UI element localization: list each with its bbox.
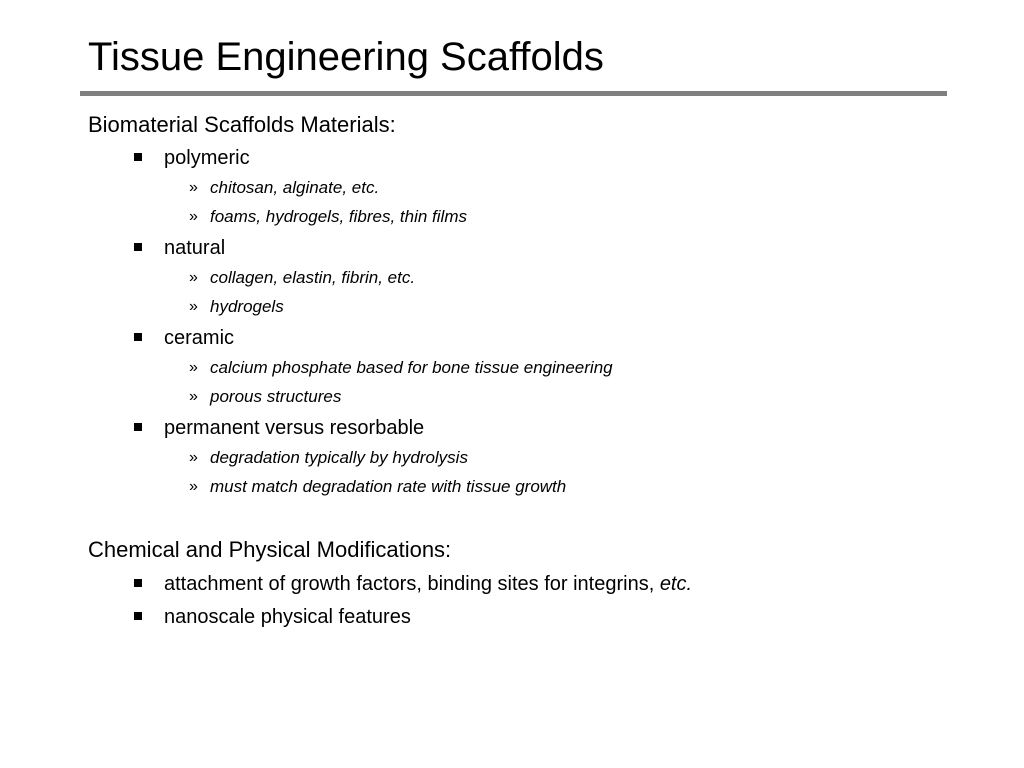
double-chevron-bullet-icon: » <box>189 449 198 466</box>
sub-item-text: calcium phosphate based for bone tissue engineering <box>210 358 613 377</box>
sub-item-text: must match degradation rate with tissue growth <box>210 477 567 496</box>
square-bullet-icon <box>134 153 142 161</box>
bullet-text: nanoscale physical features <box>164 606 411 628</box>
bullet-text-emphasis: etc. <box>659 573 693 595</box>
title-divider <box>80 91 947 96</box>
bullet-text: ceramic <box>164 327 235 349</box>
double-chevron-bullet-icon: » <box>189 388 198 405</box>
sub-item-text: degradation typically by hydrolysis <box>210 448 468 467</box>
square-bullet-icon <box>134 423 142 431</box>
double-chevron-bullet-icon: » <box>189 359 198 376</box>
sub-item-text: hydrogels <box>210 297 284 316</box>
sub-item-text: collagen, elastin, fibrin, etc. <box>210 268 416 287</box>
sub-item-text: foams, hydrogels, fibres, thin films <box>210 207 467 226</box>
sub-item-text: porous structures <box>210 387 342 406</box>
bullet-text: polymeric <box>164 147 250 169</box>
slide-title: Tissue Engineering Scaffolds <box>88 35 604 79</box>
bullet-text: natural <box>164 237 226 259</box>
bullet-text-main: attachment of growth factors, binding sites for integrins, <box>164 573 660 595</box>
bullet-text <box>164 571 692 597</box>
double-chevron-bullet-icon: » <box>189 298 198 315</box>
double-chevron-bullet-icon: » <box>189 269 198 286</box>
section-heading-chemical-physical-modifications: Chemical and Physical Modifications: <box>88 537 452 562</box>
sub-item-text: chitosan, alginate, etc. <box>210 178 380 197</box>
double-chevron-bullet-icon: » <box>189 208 198 225</box>
square-bullet-icon <box>134 333 142 341</box>
square-bullet-icon <box>134 243 142 251</box>
section-heading-biomaterial-materials: Biomaterial Scaffolds Materials: <box>88 112 396 137</box>
double-chevron-bullet-icon: » <box>189 478 198 495</box>
bullet-text: permanent versus resorbable <box>164 417 425 439</box>
square-bullet-icon <box>134 579 142 587</box>
double-chevron-bullet-icon: » <box>189 179 198 196</box>
square-bullet-icon <box>134 612 142 620</box>
